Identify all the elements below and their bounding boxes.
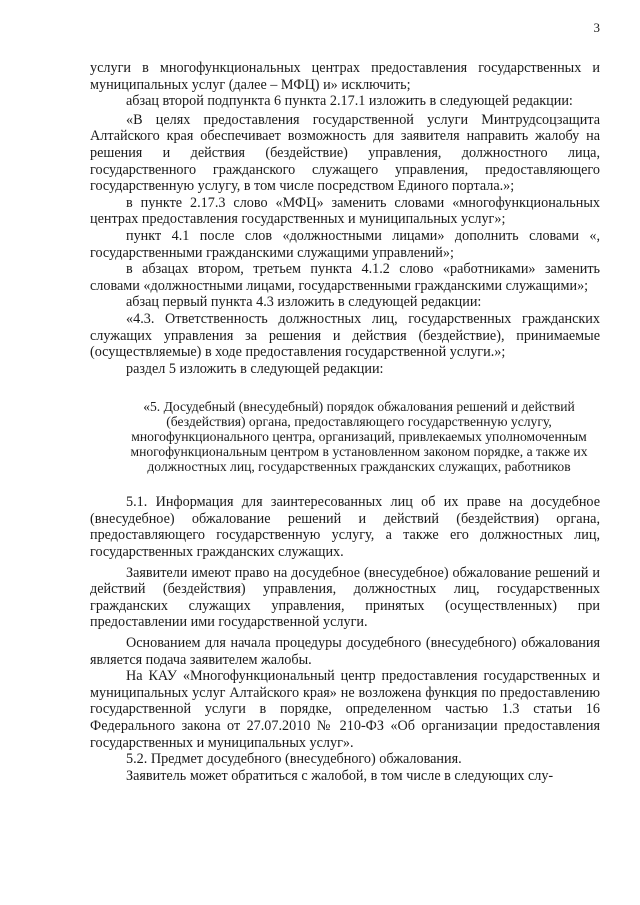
paragraph: 5.2. Предмет досудебного (внесудебного) обжалования.: [126, 751, 462, 768]
paragraph: Основанием для начала процедуры досудебного (внесудебного) обжалования является подача заявителем жалобы.: [90, 635, 600, 668]
quoted-paragraph: «4.3. Ответственность должностных лиц, государственных гражданских служащих управления за решения и действия (бездействие), принимаемые (осуществляемые) в ходе предоставления государственной услуги.»;: [90, 310, 600, 361]
paragraph: абзац второй подпункта 6 пункта 2.17.1 изложить в следующей редакции:: [126, 93, 573, 110]
paragraph: в абзацах втором, третьем пункта 4.1.2 слово «работниками» заменить словами «должностными лицами, государственными гражданскими служащими»;: [90, 261, 600, 294]
paragraph: абзац первый пункта 4.3 изложить в следующей редакции:: [126, 294, 482, 311]
paragraph: 5.1. Информация для заинтересованных лиц об их праве на досудебное (внесудебное) обжалование решений и действий (бездействия) органа, предоставляющего государственную услугу, а также его должностных лиц, государственных гражданских служащих.: [90, 494, 600, 561]
paragraph: в пункте 2.17.3 слово «МФЦ» заменить словами «многофункциональных центрах предоставления государственных и муниципальных услуг»;: [90, 194, 600, 228]
quoted-paragraph: «В целях предоставления государственной услуги Минтрудсоцзащита Алтайского края обеспечивает возможность для заявителя направить жалобу на решения и действия (бездействие) управления, должностного лица, государственного гражданского служащего управления, предоставляющего государственную услугу, в том числе посредством Единого портала.»;: [90, 111, 600, 195]
section-heading: «5. Досудебный (внесудебный) порядок обжалования решений и действий (бездействия) органа, предоставляющего государственную услугу, многофункционального центра, организаций, привлекаемых уполномоченным многофункциональным центром в установленном законом порядке, а также их должностных лиц, государственных гражданских служащих, работников: [130, 399, 588, 475]
paragraph: Заявитель может обратиться с жалобой, в том числе в следующих слу-: [126, 767, 554, 784]
paragraph: услуги в многофункциональных центрах предоставления государственных и муниципальных услуг (далее – МФЦ) и» исключить;: [90, 60, 600, 93]
paragraph: раздел 5 изложить в следующей редакции:: [126, 360, 384, 377]
paragraph: пункт 4.1 после слов «должностными лицами» дополнить словами «, государственными гражданскими служащими управлений»;: [90, 227, 600, 261]
paragraph: На КАУ «Многофункциональный центр предоставления государственных и муниципальных услуг Алтайского края» не возложена функция по предоставлению государственной услуги в порядке, определенном частью 1.3 статьи 16 Федерального закона от 27.07.2010 № 210-ФЗ «Об организации предоставления государственных и муниципальных услуг».: [90, 668, 600, 751]
document-body: [90, 60, 600, 784]
page-number: 3: [593, 20, 600, 35]
paragraph: Заявители имеют право на досудебное (внесудебное) обжалование решений и действий (бездействия) управления, должностных лиц, государственных гражданских служащих управления, принятых (осуществленных) при предоставлении ими государственной услуги.: [90, 564, 600, 631]
